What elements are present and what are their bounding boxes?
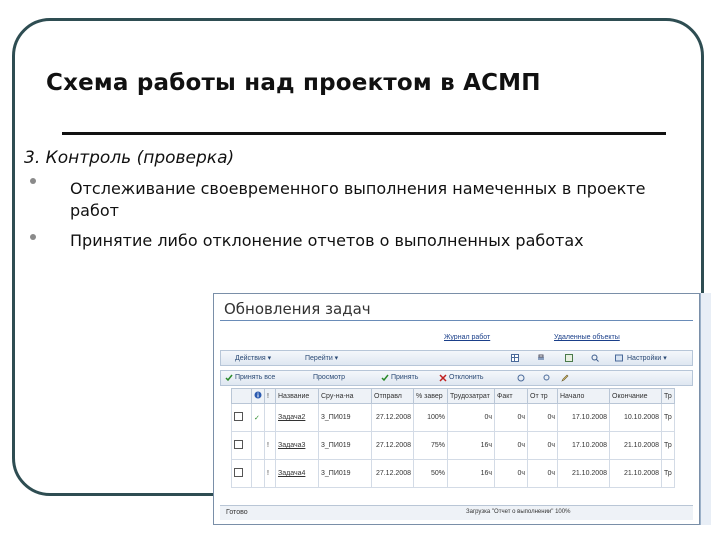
zoom-icon[interactable]	[543, 374, 551, 382]
table-header-row	[232, 389, 675, 404]
bullet-dot	[30, 234, 36, 240]
table-row[interactable]	[232, 432, 675, 460]
col-name-header[interactable]: Название	[276, 389, 319, 404]
slide-subtitle: 3. Контроль (проверка)	[24, 148, 235, 168]
task-table	[231, 388, 675, 488]
sent-cell: 27.12.2008	[372, 404, 414, 432]
finish-cell: 21.10.2008	[610, 460, 662, 488]
tail-cell: Тр	[662, 404, 675, 432]
col-work-header[interactable]: Трудозатрат	[448, 389, 495, 404]
status-right: Загрузка "Отчет о выполнении" 100%	[466, 509, 571, 515]
status-bar	[220, 505, 693, 520]
col-remaining-header[interactable]: От тр	[528, 389, 558, 404]
project-cell: 3_ПИ019	[319, 404, 372, 432]
remaining-cell: 0ч	[528, 404, 558, 432]
row-checkbox[interactable]	[234, 440, 243, 449]
col-select-header	[232, 389, 252, 404]
title-separator	[220, 320, 693, 321]
row-flag: !	[265, 460, 276, 488]
col-priority-header[interactable]: !	[265, 389, 276, 404]
work-cell: 16ч	[448, 432, 495, 460]
toolbar-secondary	[220, 370, 693, 386]
sent-cell: 27.12.2008	[372, 460, 414, 488]
tail-cell: Тр	[662, 460, 675, 488]
export-icon[interactable]	[565, 354, 573, 362]
bullet-text-2: Принятие либо отклонение отчетов о выполненных работах	[70, 231, 584, 250]
work-cell: 0ч	[448, 404, 495, 432]
remaining-cell: 0ч	[528, 460, 558, 488]
toolbar-primary	[220, 350, 693, 366]
accept-all-icon	[225, 374, 233, 382]
title-underline	[62, 132, 666, 135]
reject-button[interactable]: Отклонить	[449, 374, 484, 381]
row-checkbox[interactable]	[234, 468, 243, 477]
goto-menu[interactable]: Перейти ▾	[305, 355, 339, 362]
link-deleted-items[interactable]: Удаленные объекты	[554, 334, 620, 341]
reject-icon	[439, 374, 447, 382]
actual-cell: 0ч	[495, 460, 528, 488]
task-name-link[interactable]: Задача4	[276, 460, 319, 488]
col-info-header	[252, 389, 265, 404]
status-left: Готово	[226, 509, 248, 516]
sent-cell: 27.12.2008	[372, 432, 414, 460]
print-icon[interactable]	[537, 354, 545, 362]
col-tail-header: Тр	[662, 389, 675, 404]
work-cell: 16ч	[448, 460, 495, 488]
project-cell: 3_ПИ019	[319, 432, 372, 460]
percent-cell: 50%	[414, 460, 448, 488]
table-row[interactable]	[232, 460, 675, 488]
accept-icon	[381, 374, 389, 382]
col-start-header[interactable]: Начало	[558, 389, 610, 404]
table-row[interactable]	[232, 404, 675, 432]
actions-menu[interactable]: Действия ▾	[235, 355, 272, 362]
row-flag: ✓	[252, 404, 265, 432]
col-percent-header[interactable]: % завер	[414, 389, 448, 404]
search-icon[interactable]	[591, 354, 599, 362]
task-name-link[interactable]: Задача2	[276, 404, 319, 432]
info-icon	[254, 391, 262, 399]
link-work-log[interactable]: Журнал работ	[444, 334, 491, 341]
tail-cell: Тр	[662, 432, 675, 460]
col-project-header[interactable]: Сру-на-на	[319, 389, 372, 404]
accept-button[interactable]: Принять	[391, 374, 419, 381]
bullet-dot	[30, 178, 36, 184]
project-cell: 3_ПИ019	[319, 460, 372, 488]
slide-title: Схема работы над проектом в АСМП	[46, 70, 541, 96]
screenshot-title: Обновления задач	[224, 300, 371, 318]
col-finish-header[interactable]: Окончание	[610, 389, 662, 404]
percent-cell: 75%	[414, 432, 448, 460]
settings-menu[interactable]: Настройки ▾	[627, 355, 667, 362]
edit-icon[interactable]	[561, 374, 569, 382]
bullet-text-1: Отслеживание своевременного выполнения намеченных в проекте работ	[70, 179, 646, 220]
start-cell: 21.10.2008	[558, 460, 610, 488]
percent-cell: 100%	[414, 404, 448, 432]
preview-button[interactable]: Просмотр	[313, 374, 345, 381]
finish-cell: 21.10.2008	[610, 432, 662, 460]
finish-cell: 10.10.2008	[610, 404, 662, 432]
col-sent-header[interactable]: Отправл	[372, 389, 414, 404]
row-checkbox[interactable]	[234, 412, 243, 421]
task-name-link[interactable]: Задача3	[276, 432, 319, 460]
actual-cell: 0ч	[495, 432, 528, 460]
start-cell: 17.10.2008	[558, 432, 610, 460]
accept-all-button[interactable]: Принять все	[235, 374, 276, 381]
grid-icon[interactable]	[511, 354, 519, 362]
row-flag: !	[265, 432, 276, 460]
remaining-cell: 0ч	[528, 432, 558, 460]
settings-icon	[615, 354, 623, 362]
window-scrollbar[interactable]	[700, 293, 711, 525]
refresh-icon[interactable]	[517, 374, 525, 382]
task-updates-screenshot	[213, 293, 700, 525]
start-cell: 17.10.2008	[558, 404, 610, 432]
actual-cell: 0ч	[495, 404, 528, 432]
col-actual-header[interactable]: Факт	[495, 389, 528, 404]
